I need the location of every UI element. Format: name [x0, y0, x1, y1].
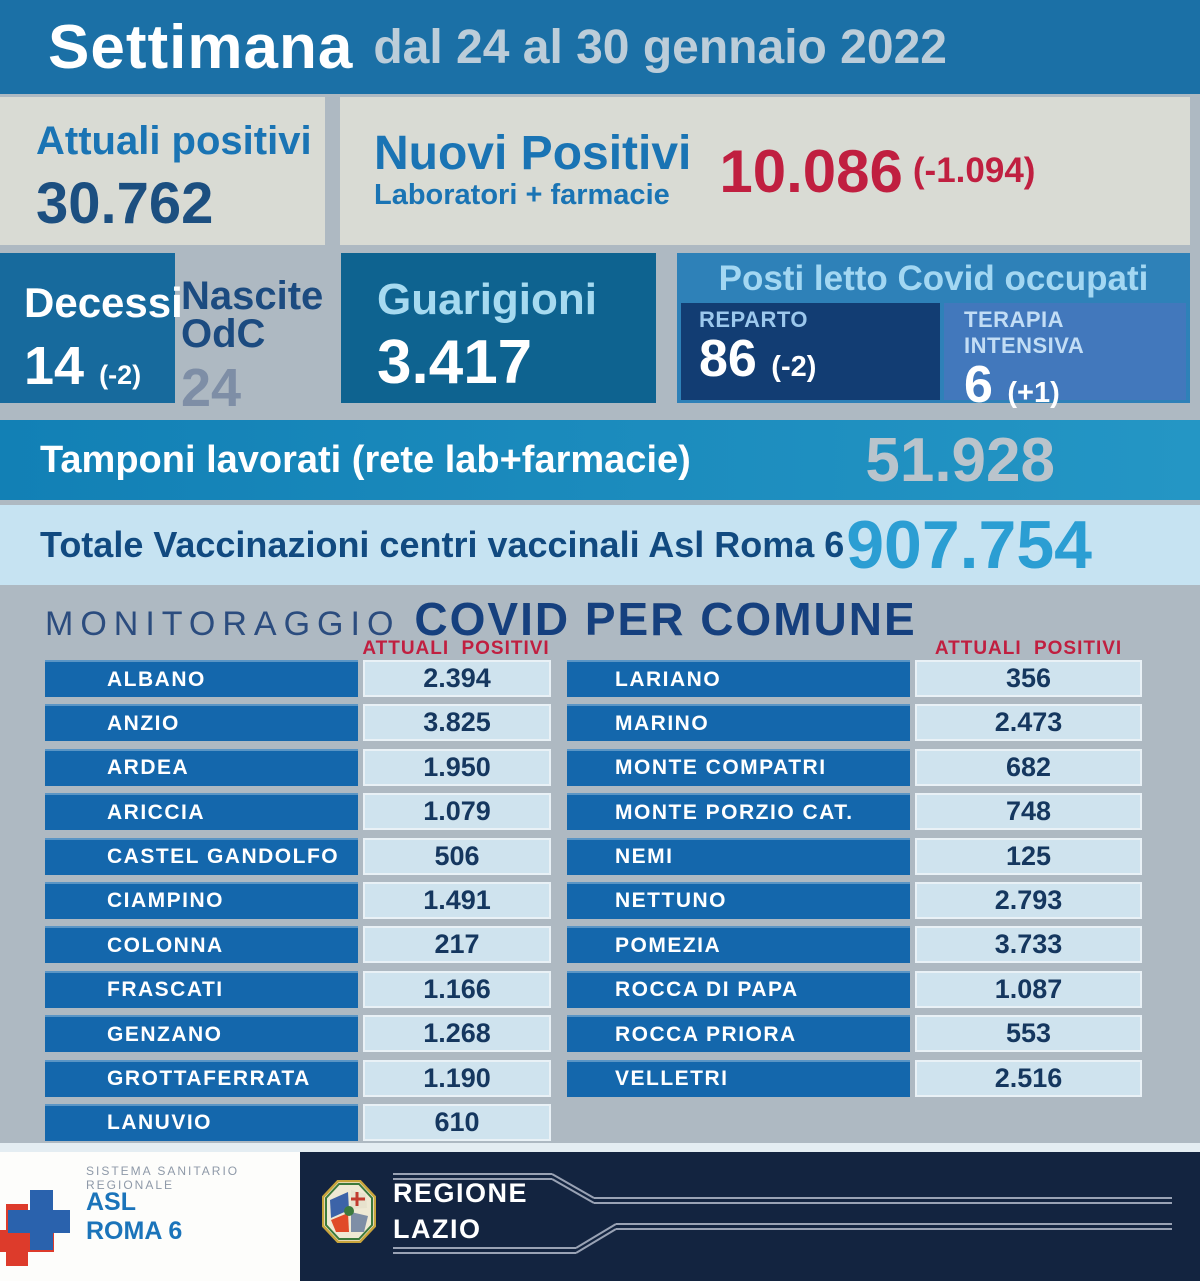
- attuali-positivi-label: Attuali positivi: [36, 119, 312, 163]
- nascite-label: Nascite OdC: [181, 274, 324, 356]
- comune-value-cell: 748: [915, 793, 1142, 830]
- tamponi-bar: [0, 420, 1200, 500]
- monitoring-title-regular: MONITORAGGIO: [45, 605, 401, 643]
- terapia-intensiva-label: TERAPIA INTENSIVA: [964, 307, 1085, 358]
- table-row: [45, 838, 551, 875]
- comune-name-cell: VELLETRI: [567, 1060, 910, 1097]
- terapia-intensiva-value: [964, 356, 1186, 414]
- nascite-value: 24: [181, 358, 242, 418]
- comune-name-cell: NETTUNO: [567, 882, 910, 919]
- table-row: [45, 749, 551, 786]
- comune-name-cell: LARIANO: [567, 660, 910, 697]
- guarigioni-box: [341, 253, 656, 403]
- tamponi-label: Tamponi lavorati (rete lab+farmacie): [40, 438, 691, 481]
- comuni-table-left: [45, 660, 551, 1148]
- table-row: [45, 1104, 551, 1141]
- footer-divider: [0, 1143, 1200, 1152]
- comune-name-cell: CIAMPINO: [45, 882, 358, 919]
- asl-line2: ROMA 6: [86, 1216, 183, 1245]
- reparto-number: 86: [699, 330, 757, 388]
- comune-value-cell: 1.491: [363, 882, 551, 919]
- terapia-number: 6: [964, 356, 993, 414]
- comune-name-cell: POMEZIA: [567, 926, 910, 963]
- comune-name-cell: ARDEA: [45, 749, 358, 786]
- decessi-box: [0, 253, 183, 403]
- guarigioni-value: 3.417: [377, 328, 533, 397]
- reparto-delta: (-2): [771, 351, 817, 383]
- comune-name-cell: GENZANO: [45, 1015, 358, 1052]
- table-row: [45, 1060, 551, 1097]
- table-row: [567, 793, 1142, 830]
- posti-letto-box: [677, 253, 1190, 414]
- table-row: [45, 704, 551, 741]
- nuovi-positivi-box: [340, 97, 1190, 245]
- nascite-odc-box: [181, 253, 333, 418]
- comune-value-cell: 2.394: [363, 660, 551, 697]
- table-row: [45, 971, 551, 1008]
- lazio-coat-of-arms-icon: [322, 1180, 376, 1243]
- comune-name-cell: ARICCIA: [45, 793, 358, 830]
- attuali-positivi-value: 30.762: [36, 171, 214, 236]
- regione-line2: LAZIO: [393, 1213, 482, 1244]
- comuni-table-right: [567, 660, 1142, 1104]
- comune-value-cell: 1.268: [363, 1015, 551, 1052]
- table-row: [45, 882, 551, 919]
- vaccinazioni-value: 907.754: [846, 507, 1092, 583]
- vaccinazioni-bar: [0, 505, 1200, 585]
- comune-value-cell: 217: [363, 926, 551, 963]
- comune-value-cell: 506: [363, 838, 551, 875]
- vaccinazioni-label: Totale Vaccinazioni centri vaccinali Asl Roma 6: [40, 524, 845, 565]
- left-column-header: ATTUALI POSITIVI: [362, 638, 550, 659]
- footer-asl: [0, 1152, 300, 1281]
- tamponi-value: 51.928: [865, 425, 1055, 495]
- table-row: [45, 793, 551, 830]
- comune-value-cell: 1.079: [363, 793, 551, 830]
- comune-value-cell: 1.190: [363, 1060, 551, 1097]
- reparto-label: REPARTO: [699, 307, 809, 332]
- attuali-positivi-box: [0, 97, 325, 245]
- comune-name-cell: CASTEL GANDOLFO: [45, 838, 358, 875]
- decessi-number: 14: [24, 336, 85, 396]
- right-column-header: ATTUALI POSITIVI: [934, 638, 1123, 659]
- nuovi-positivi-title: Nuovi Positivi: [374, 127, 692, 181]
- comune-name-cell: ANZIO: [45, 704, 358, 741]
- comune-name-cell: GROTTAFERRATA: [45, 1060, 358, 1097]
- week-date-range: dal 24 al 30 gennaio 2022: [373, 20, 947, 74]
- comune-value-cell: 3.733: [915, 926, 1142, 963]
- comune-name-cell: MONTE PORZIO CAT.: [567, 793, 910, 830]
- comune-value-cell: 3.825: [363, 704, 551, 741]
- regione-line1: REGIONE: [393, 1178, 529, 1208]
- comune-value-cell: 553: [915, 1015, 1142, 1052]
- header-band: [0, 0, 1200, 94]
- guarigioni-label: Guarigioni: [377, 275, 597, 324]
- nuovi-positivi-subtitle: Laboratori + farmacie: [374, 178, 670, 211]
- decessi-value: [24, 335, 175, 397]
- comune-name-cell: MARINO: [567, 704, 910, 741]
- asl-line1: ASL: [86, 1188, 136, 1216]
- posti-letto-title: Posti letto Covid occupati: [718, 259, 1149, 298]
- terapia-intensiva-delta: (+1): [1007, 377, 1060, 409]
- terapia-intensiva-box: [944, 303, 1186, 414]
- comune-name-cell: NEMI: [567, 838, 910, 875]
- comune-name-cell: ROCCA DI PAPA: [567, 971, 910, 1008]
- comune-value-cell: 2.516: [915, 1060, 1142, 1097]
- asl-cross-logo-icon: [0, 1190, 72, 1270]
- comune-value-cell: 125: [915, 838, 1142, 875]
- comune-name-cell: ALBANO: [45, 660, 358, 697]
- nuovi-positivi-delta: (-1.094): [912, 151, 1036, 190]
- comune-name-cell: FRASCATI: [45, 971, 358, 1008]
- comune-name-cell: ROCCA PRIORA: [567, 1015, 910, 1052]
- reparto-box: [681, 303, 940, 400]
- comune-value-cell: 2.793: [915, 882, 1142, 919]
- nuovi-positivi-value: 10.086: [719, 137, 903, 205]
- comune-value-cell: 356: [915, 660, 1142, 697]
- table-row: [567, 838, 1142, 875]
- week-title: Settimana: [48, 12, 354, 82]
- ssr-label: SISTEMA SANITARIO REGIONALE: [86, 1164, 240, 1192]
- table-row: [567, 971, 1142, 1008]
- table-row: [567, 1060, 1142, 1097]
- comune-name-cell: MONTE COMPATRI: [567, 749, 910, 786]
- comune-value-cell: 2.473: [915, 704, 1142, 741]
- table-row: [567, 660, 1142, 697]
- asl-roma6-label: [86, 1188, 182, 1245]
- table-row: [567, 749, 1142, 786]
- monitoring-title-bold: COVID PER COMUNE: [414, 593, 917, 645]
- decessi-delta: (-2): [99, 360, 142, 390]
- table-row: [45, 660, 551, 697]
- regione-lazio-label: [393, 1176, 528, 1248]
- comune-value-cell: 1.087: [915, 971, 1142, 1008]
- footer-regione-lazio: [300, 1152, 1200, 1281]
- decessi-label: Decessi: [24, 279, 183, 326]
- table-row: [45, 1015, 551, 1052]
- table-row: [45, 926, 551, 963]
- comune-value-cell: 1.950: [363, 749, 551, 786]
- table-row: [567, 882, 1142, 919]
- table-row: [567, 926, 1142, 963]
- table-row: [567, 1015, 1142, 1052]
- reparto-value: [699, 330, 940, 388]
- comune-name-cell: LANUVIO: [45, 1104, 358, 1141]
- comune-value-cell: 610: [363, 1104, 551, 1141]
- comune-value-cell: 1.166: [363, 971, 551, 1008]
- comune-name-cell: COLONNA: [45, 926, 358, 963]
- comune-value-cell: 682: [915, 749, 1142, 786]
- table-row: [567, 704, 1142, 741]
